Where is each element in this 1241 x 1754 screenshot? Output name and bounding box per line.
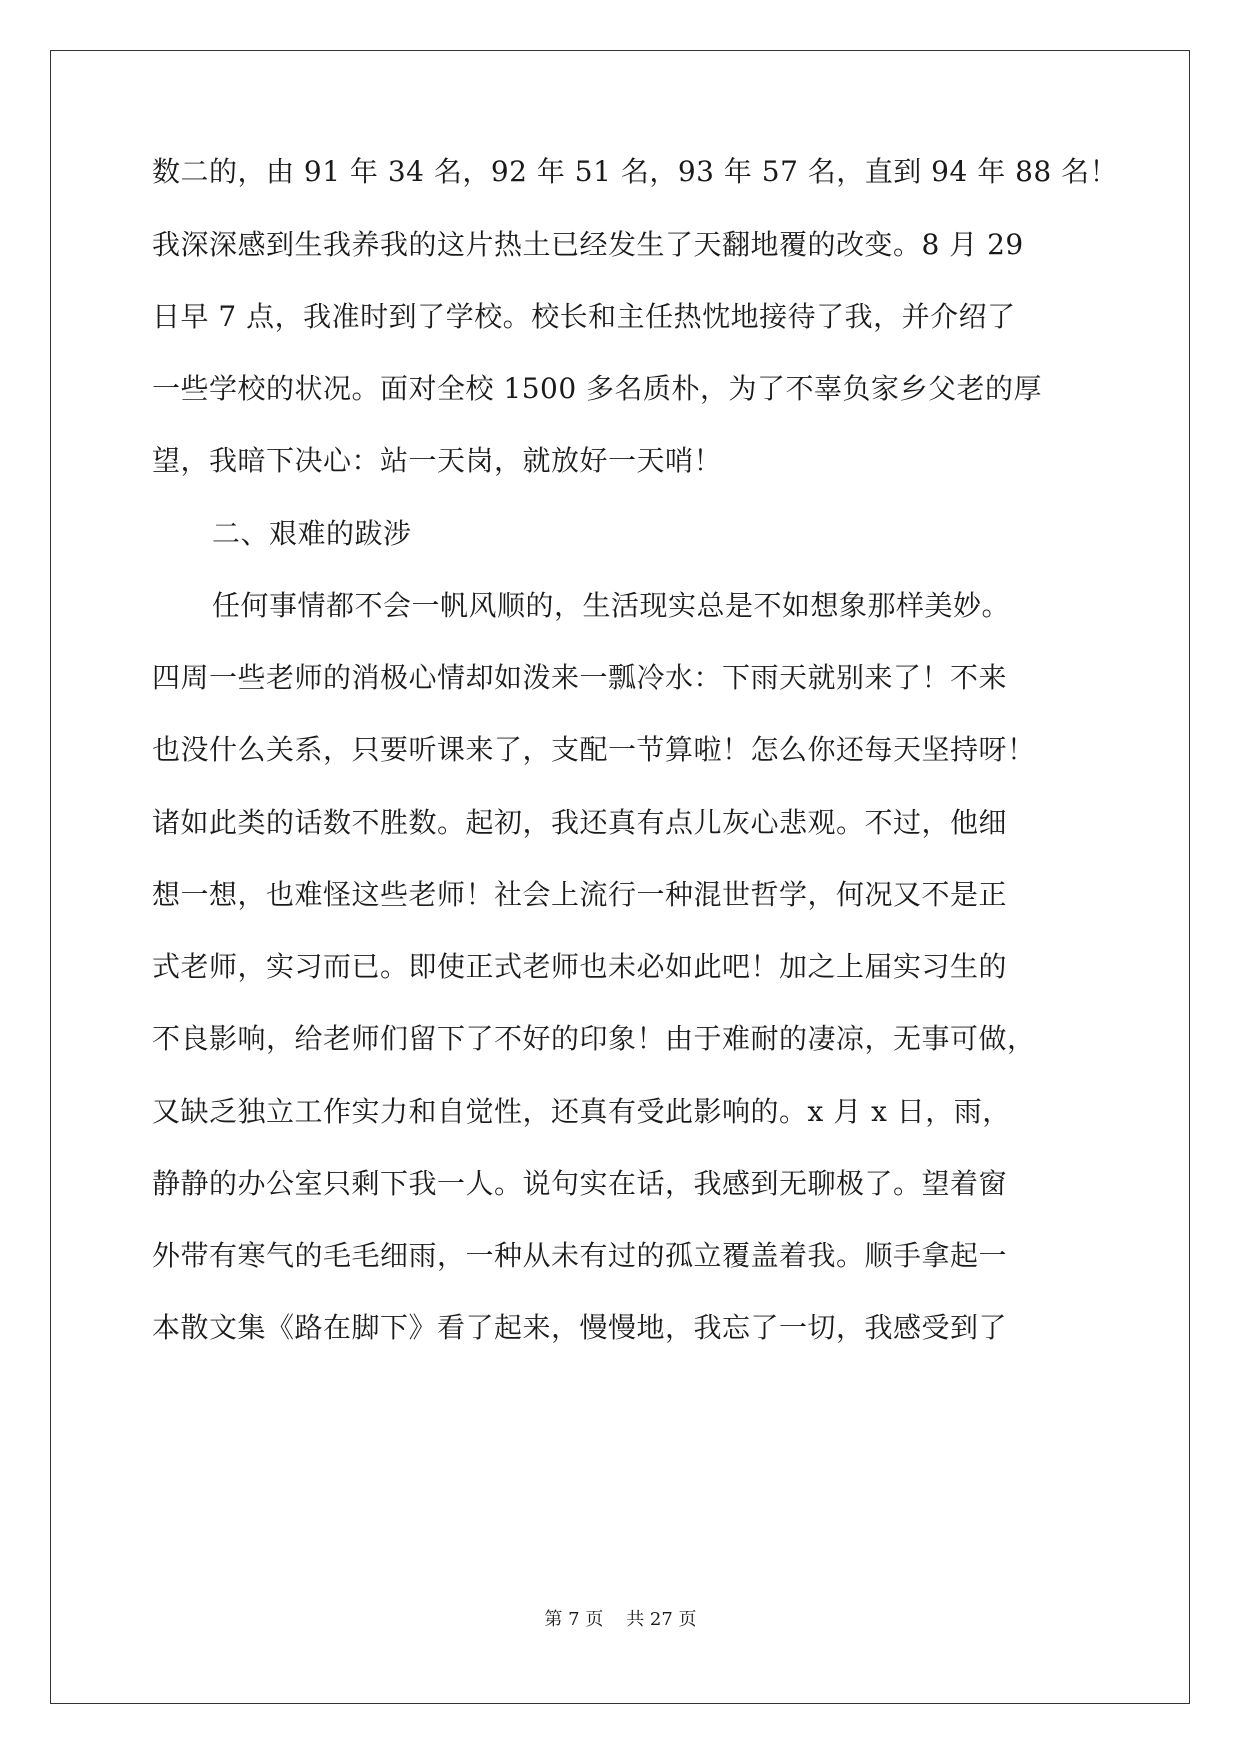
text-line-2: 我深深感到生我养我的这片热土已经发生了天翻地覆的改变。8 月 29 xyxy=(152,228,1024,261)
text-line-7: 任何事情都不会一帆风顺的，生活现实总是不如想象那样美妙。 xyxy=(212,589,1011,622)
section-heading: 二、艰难的跋涉 xyxy=(212,517,412,550)
text-line-3: 日早 7 点，我准时到了学校。校长和主任热忱地接待了我，并介绍了 xyxy=(152,300,1016,333)
text-line-11: 想一想，也难怪这些老师！社会上流行一种混世哲学，何况又不是正 xyxy=(152,878,1008,911)
text-line-12: 式老师，实习而已。即使正式老师也未必如此吧！加之上届实习生的 xyxy=(152,950,1008,983)
text-line-15: 静静的办公室只剩下我一人。说句实在话，我感到无聊极了。望着窗 xyxy=(152,1167,1008,1200)
text-line-13: 不良影响，给老师们留下了不好的印象！由于难耐的凄凉，无事可做， xyxy=(152,1022,1036,1055)
text-line-8: 四周一些老师的消极心情却如泼来一瓢冷水：下雨天就别来了！不来 xyxy=(152,661,1008,694)
text-line-9: 也没什么关系，只要听课来了，支配一节算啦！怎么你还每天坚持呀！ xyxy=(152,733,1036,766)
text-line-1: 数二的，由 91 年 34 名，92 年 51 名，93 年 57 名，直到 94 年 88 名！ xyxy=(152,155,1119,188)
page-number-footer: 第 7 页 共 27 页 xyxy=(544,1609,697,1630)
text-line-16: 外带有寒气的毛毛细雨，一种从未有过的孤立覆盖着我。顺手拿起一 xyxy=(152,1239,1008,1272)
text-line-10: 诸如此类的话数不胜数。起初，我还真有点儿灰心悲观。不过，他细 xyxy=(152,806,1008,839)
text-line-5: 望，我暗下决心：站一天岗，就放好一天哨！ xyxy=(152,444,723,477)
text-line-17: 本散文集《路在脚下》看了起来，慢慢地，我忘了一切，我感受到了 xyxy=(152,1311,1008,1344)
text-line-4: 一些学校的状况。面对全校 1500 多名质朴，为了不辜负家乡父老的厚 xyxy=(152,372,1043,405)
text-line-14: 又缺乏独立工作实力和自觉性，还真有受此影响的。x 月 x 日，雨， xyxy=(152,1095,1011,1128)
